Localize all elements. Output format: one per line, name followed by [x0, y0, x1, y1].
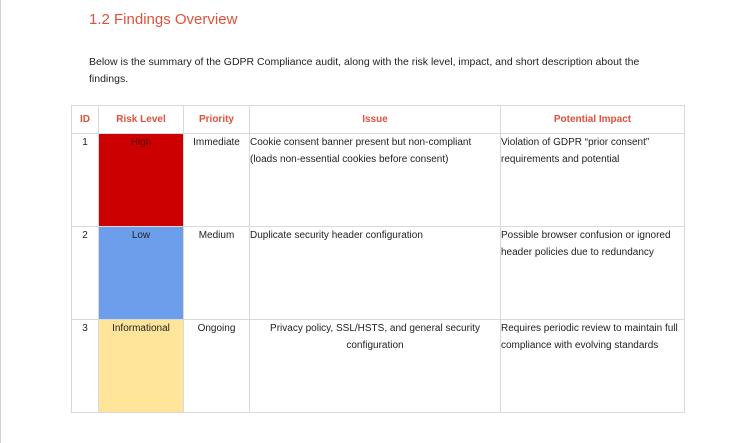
row-issue: Cookie consent banner present but non-compliant (loads non-essential cookies before consent): [250, 134, 501, 227]
row-id: 2: [72, 227, 99, 320]
row-issue: Duplicate security header configuration: [250, 227, 501, 320]
row-issue: Privacy policy, SSL/HSTS, and general security configuration: [250, 320, 501, 413]
intro-paragraph: Below is the summary of the GDPR Compliance audit, along with the risk level, impact, and short description about the findings.: [89, 56, 640, 85]
risk-level-low: Low: [99, 227, 184, 320]
row-priority: Medium: [184, 227, 250, 320]
risk-level-informational: Informational: [99, 320, 184, 413]
row-potential-impact: Requires periodic review to maintain full compliance with evolving standards: [501, 320, 685, 413]
row-priority: Immediate: [184, 134, 250, 227]
findings-table: [71, 105, 685, 413]
table-row: [72, 227, 685, 320]
table-header-row: [72, 106, 685, 134]
risk-level-high: High: [99, 134, 184, 227]
table-row: [72, 320, 685, 413]
header-risk-level: Risk Level: [99, 106, 184, 134]
row-potential-impact: Violation of GDPR “prior consent” requirements and potential: [501, 134, 685, 227]
header-potential-impact: Potential Impact: [501, 106, 685, 134]
header-priority: Priority: [184, 106, 250, 134]
header-id: ID: [72, 106, 99, 134]
row-potential-impact: Possible browser confusion or ignored header policies due to redundancy: [501, 227, 685, 320]
row-id: 1: [72, 134, 99, 227]
row-id: 3: [72, 320, 99, 413]
row-priority: Ongoing: [184, 320, 250, 413]
table-row: [72, 134, 685, 227]
section-heading: 1.2 Findings Overview: [89, 11, 238, 28]
header-issue: Issue: [250, 106, 501, 134]
